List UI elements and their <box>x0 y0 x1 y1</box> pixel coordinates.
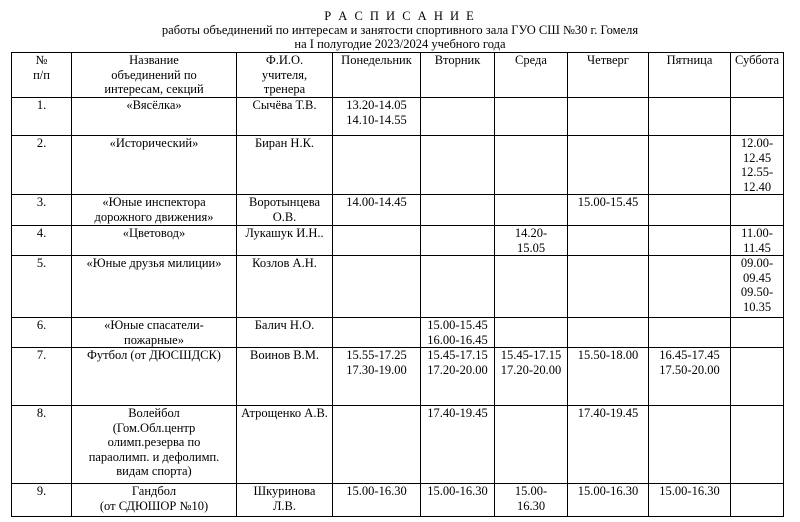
cell-tue-text: 15.00-15.45 16.00-16.45 <box>427 318 488 347</box>
cell-fri-text: 15.00-16.30 <box>659 484 720 498</box>
cell-wed-text: 15.00- 16.30 <box>514 484 548 513</box>
cell-thu <box>568 136 649 195</box>
header-tue-text: Вторник <box>434 53 481 67</box>
cell-wed <box>495 484 568 517</box>
cell-teacher <box>237 256 333 318</box>
cell-thu <box>568 406 649 484</box>
cell-teacher-text: Козлов А.Н. <box>252 256 317 270</box>
cell-mon <box>333 256 421 318</box>
cell-name <box>72 318 237 348</box>
cell-thu <box>568 318 649 348</box>
header-mon <box>333 53 421 98</box>
cell-thu <box>568 256 649 318</box>
cell-mon-text: 13.20-14.05 14.10-14.55 <box>346 98 407 127</box>
cell-mon <box>333 484 421 517</box>
cell-teacher-text: Сычёва Т.В. <box>252 98 317 112</box>
cell-sat <box>731 484 784 517</box>
cell-name-text: «Вясёлка» <box>126 98 182 112</box>
table-row <box>12 406 784 484</box>
cell-name-text: «Исторический» <box>109 136 199 150</box>
cell-sat-text: 09.00- 09.45 09.50- 10.35 <box>740 256 774 314</box>
cell-tue <box>421 484 495 517</box>
cell-teacher <box>237 484 333 517</box>
cell-thu-text: 15.00-15.45 <box>577 195 639 209</box>
cell-name-text: Волейбол (Гом.Обл.центр олимп.резерва по параолимп. и дефолимп. видам спорта) <box>88 406 220 478</box>
header-mon-text: Понедельник <box>341 53 412 67</box>
header-num <box>12 53 72 98</box>
table-row <box>12 484 784 517</box>
cell-tue <box>421 136 495 195</box>
table-row <box>12 318 784 348</box>
cell-mon <box>333 98 421 136</box>
header-teacher-text: Ф.И.О. учителя, тренера <box>261 53 308 96</box>
cell-tue <box>421 226 495 256</box>
cell-tue <box>421 318 495 348</box>
cell-teacher-text: Лукашук И.Н.. <box>245 226 324 240</box>
cell-wed <box>495 226 568 256</box>
header-teacher <box>237 53 333 98</box>
header-wed-text: Среда <box>515 53 547 67</box>
cell-fri <box>649 256 731 318</box>
header-sat-text: Суббота <box>734 53 780 67</box>
cell-name <box>72 98 237 136</box>
cell-num-text: 7. <box>36 348 47 362</box>
cell-num-text: 3. <box>36 195 47 209</box>
cell-tue <box>421 406 495 484</box>
cell-num-text: 5. <box>36 256 47 270</box>
cell-teacher-text: Балич Н.О. <box>254 318 315 332</box>
table-row <box>12 256 784 318</box>
cell-sat <box>731 406 784 484</box>
cell-thu <box>568 98 649 136</box>
cell-wed <box>495 406 568 484</box>
cell-wed-text: 15.45-17.15 17.20-20.00 <box>500 348 562 377</box>
document-period: на I полугодие 2023/2024 учебного года <box>294 37 506 51</box>
cell-num-text: 4. <box>36 226 47 240</box>
cell-teacher <box>237 226 333 256</box>
cell-name <box>72 256 237 318</box>
cell-thu <box>568 226 649 256</box>
header-num-text: № п/п <box>33 53 50 82</box>
cell-mon <box>333 348 421 406</box>
header-thu <box>568 53 649 98</box>
cell-wed <box>495 318 568 348</box>
header-fri-text: Пятница <box>666 53 713 67</box>
cell-wed <box>495 348 568 406</box>
header-thu-text: Четверг <box>587 53 629 67</box>
cell-name-text: Гандбол (от СДЮШОР №10) <box>99 484 209 513</box>
cell-num <box>12 98 72 136</box>
cell-name <box>72 348 237 406</box>
cell-name-text: Футбол (от ДЮСШДСК) <box>87 348 221 362</box>
cell-wed <box>495 98 568 136</box>
cell-wed <box>495 195 568 226</box>
cell-mon-text: 15.00-16.30 <box>346 484 407 498</box>
header-name <box>72 53 237 98</box>
cell-teacher <box>237 406 333 484</box>
cell-sat-text: 12.00- 12.45 12.55- 12.40 <box>740 136 774 194</box>
table-row <box>12 195 784 226</box>
schedule-table <box>11 52 784 517</box>
cell-sat <box>731 226 784 256</box>
cell-teacher <box>237 348 333 406</box>
cell-name <box>72 226 237 256</box>
cell-fri <box>649 136 731 195</box>
cell-name-text: «Цветовод» <box>122 226 186 240</box>
cell-teacher-text: Воротынцева О.В. <box>249 195 320 224</box>
cell-num <box>12 484 72 517</box>
cell-sat <box>731 98 784 136</box>
cell-teacher-text: Биран Н.К. <box>254 136 315 150</box>
cell-mon <box>333 136 421 195</box>
cell-tue <box>421 195 495 226</box>
cell-fri <box>649 98 731 136</box>
cell-fri-text: 16.45-17.45 17.50-20.00 <box>659 348 720 377</box>
cell-num <box>12 256 72 318</box>
cell-mon-text: 14.00-14.45 <box>346 195 407 209</box>
cell-fri <box>649 318 731 348</box>
cell-teacher <box>237 98 333 136</box>
table-row <box>12 348 784 406</box>
cell-sat <box>731 256 784 318</box>
cell-tue-text: 15.45-17.15 17.20-20.00 <box>427 348 488 377</box>
cell-thu <box>568 484 649 517</box>
cell-teacher <box>237 195 333 226</box>
header-tue <box>421 53 495 98</box>
cell-sat <box>731 136 784 195</box>
cell-sat-text: 11.00- 11.45 <box>741 226 773 255</box>
document-subtitle: работы объединений по интересам и занятости спортивного зала ГУО СШ №30 г. Гомеля <box>161 23 639 37</box>
cell-mon <box>333 406 421 484</box>
cell-num <box>12 195 72 226</box>
cell-thu-text: 15.00-16.30 <box>577 484 639 498</box>
cell-tue <box>421 98 495 136</box>
cell-num-text: 6. <box>36 318 47 332</box>
cell-name-text: «Юные спасатели- пожарные» <box>104 318 204 347</box>
cell-num-text: 1. <box>36 98 47 112</box>
cell-num-text: 9. <box>36 484 47 498</box>
cell-thu-text: 15.50-18.00 <box>577 348 639 362</box>
header-name-text: Название объединений по интересам, секций <box>104 53 204 96</box>
header-row <box>12 53 784 98</box>
header-wed <box>495 53 568 98</box>
cell-fri <box>649 484 731 517</box>
cell-mon <box>333 318 421 348</box>
cell-name <box>72 484 237 517</box>
cell-sat <box>731 348 784 406</box>
cell-num <box>12 348 72 406</box>
cell-num <box>12 406 72 484</box>
cell-tue-text: 17.40-19.45 <box>427 406 488 420</box>
cell-teacher-text: Атрощенко А.В. <box>241 406 328 420</box>
cell-num-text: 2. <box>36 136 47 150</box>
cell-num-text: 8. <box>36 406 47 420</box>
cell-mon <box>333 226 421 256</box>
cell-num <box>12 226 72 256</box>
header-fri <box>649 53 731 98</box>
cell-name-text: «Юные друзья милиции» <box>86 256 222 270</box>
cell-wed <box>495 256 568 318</box>
cell-teacher-text: Воинов В.М. <box>250 348 319 362</box>
cell-wed <box>495 136 568 195</box>
cell-name-text: «Юные инспектора дорожного движения» <box>94 195 214 224</box>
cell-sat <box>731 318 784 348</box>
document-title: Р А С П И С А Н И Е <box>324 9 476 23</box>
cell-fri <box>649 406 731 484</box>
table-row <box>12 98 784 136</box>
cell-teacher-text: Шкуринова Л.В. <box>253 484 316 513</box>
cell-num <box>12 136 72 195</box>
cell-name <box>72 195 237 226</box>
cell-mon <box>333 195 421 226</box>
table-row <box>12 226 784 256</box>
cell-tue <box>421 256 495 318</box>
cell-name <box>72 406 237 484</box>
cell-sat <box>731 195 784 226</box>
cell-num <box>12 318 72 348</box>
cell-tue-text: 15.00-16.30 <box>427 484 488 498</box>
table-row <box>12 136 784 195</box>
cell-fri <box>649 348 731 406</box>
cell-wed-text: 14.20- 15.05 <box>514 226 548 255</box>
cell-thu <box>568 348 649 406</box>
cell-mon-text: 15.55-17.25 17.30-19.00 <box>346 348 407 377</box>
cell-teacher <box>237 136 333 195</box>
cell-name <box>72 136 237 195</box>
cell-thu <box>568 195 649 226</box>
cell-teacher <box>237 318 333 348</box>
cell-fri <box>649 226 731 256</box>
header-sat <box>731 53 784 98</box>
cell-fri <box>649 195 731 226</box>
cell-tue <box>421 348 495 406</box>
cell-thu-text: 17.40-19.45 <box>577 406 639 420</box>
